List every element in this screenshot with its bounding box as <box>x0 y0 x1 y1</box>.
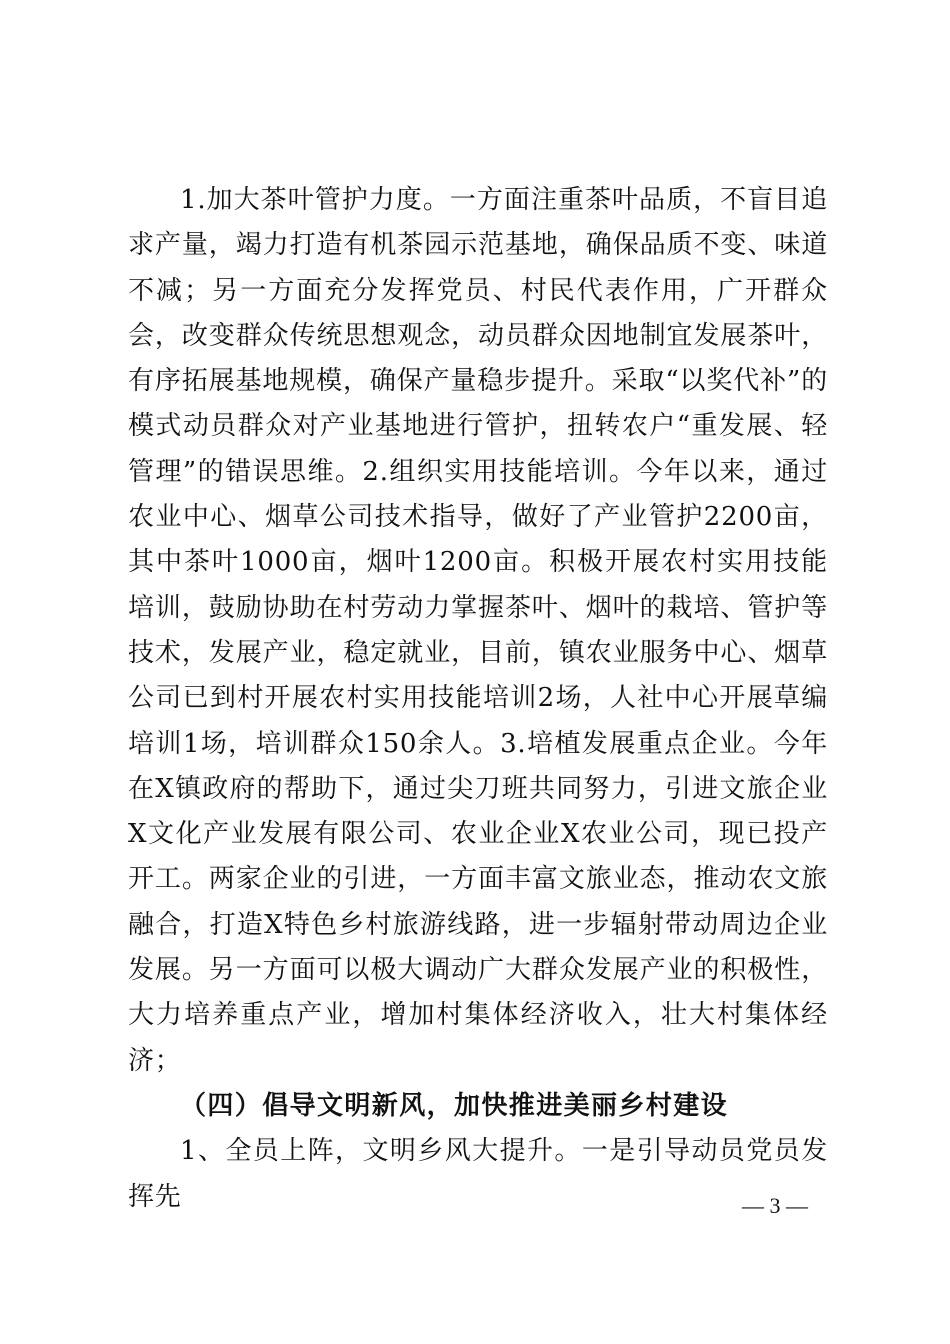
subsection-paragraph: 1、全员上阵，文明乡风大提升。一是引导动员党员发挥先 <box>128 1136 828 1212</box>
page-content <box>128 178 828 1220</box>
section-heading: （四）倡导文明新风，加快推进美丽乡村建设 <box>180 1090 729 1121</box>
body-paragraph: 1.加大茶叶管护力度。一方面注重茶叶品质，不盲目追求产量，竭力打造有机茶园示范基地，确保品质不变、味道不减；另一方面充分发挥党员、村民代表作用，广开群众会，改变群众传统思想观念，动员群众因地制宜发展茶叶，有序拓展基地规模，确保产量稳步提升。采取“以奖代补”的模式动员群众对产业基地进行管护，扭转农户“重发展、轻管理”的错误思维。2.组织实用技能培训。今年以来，通过农业中心、烟草公司技术指导，做好了产业管护2200亩，其中茶叶1000亩，烟叶1200亩。积极开展农村实用技能培训，鼓励协助在村劳动力掌握茶叶、烟叶的栽培、管护等技术，发展产业，稳定就业，目前，镇农业服务中心、烟草公司已到村开展农村实用技能培训2场，人社中心开展草编培训1场，培训群众150余人。3.培植发展重点企业。今年在X镇政府的帮助下，通过尖刀班共同努力，引进文旅企业X文化产业发展有限公司、农业企业X农业公司，现已投产开工。两家企业的引进，一方面丰富文旅业态，推动农文旅融合，打造X特色乡村旅游线路，进一步辐射带动周边企业发展。另一方面可以极大调动广大群众发展产业的积极性，大力培养重点产业，增加村集体经济收入，壮大村集体经济； <box>128 185 828 1076</box>
page-number: — 3 — <box>742 1193 808 1218</box>
